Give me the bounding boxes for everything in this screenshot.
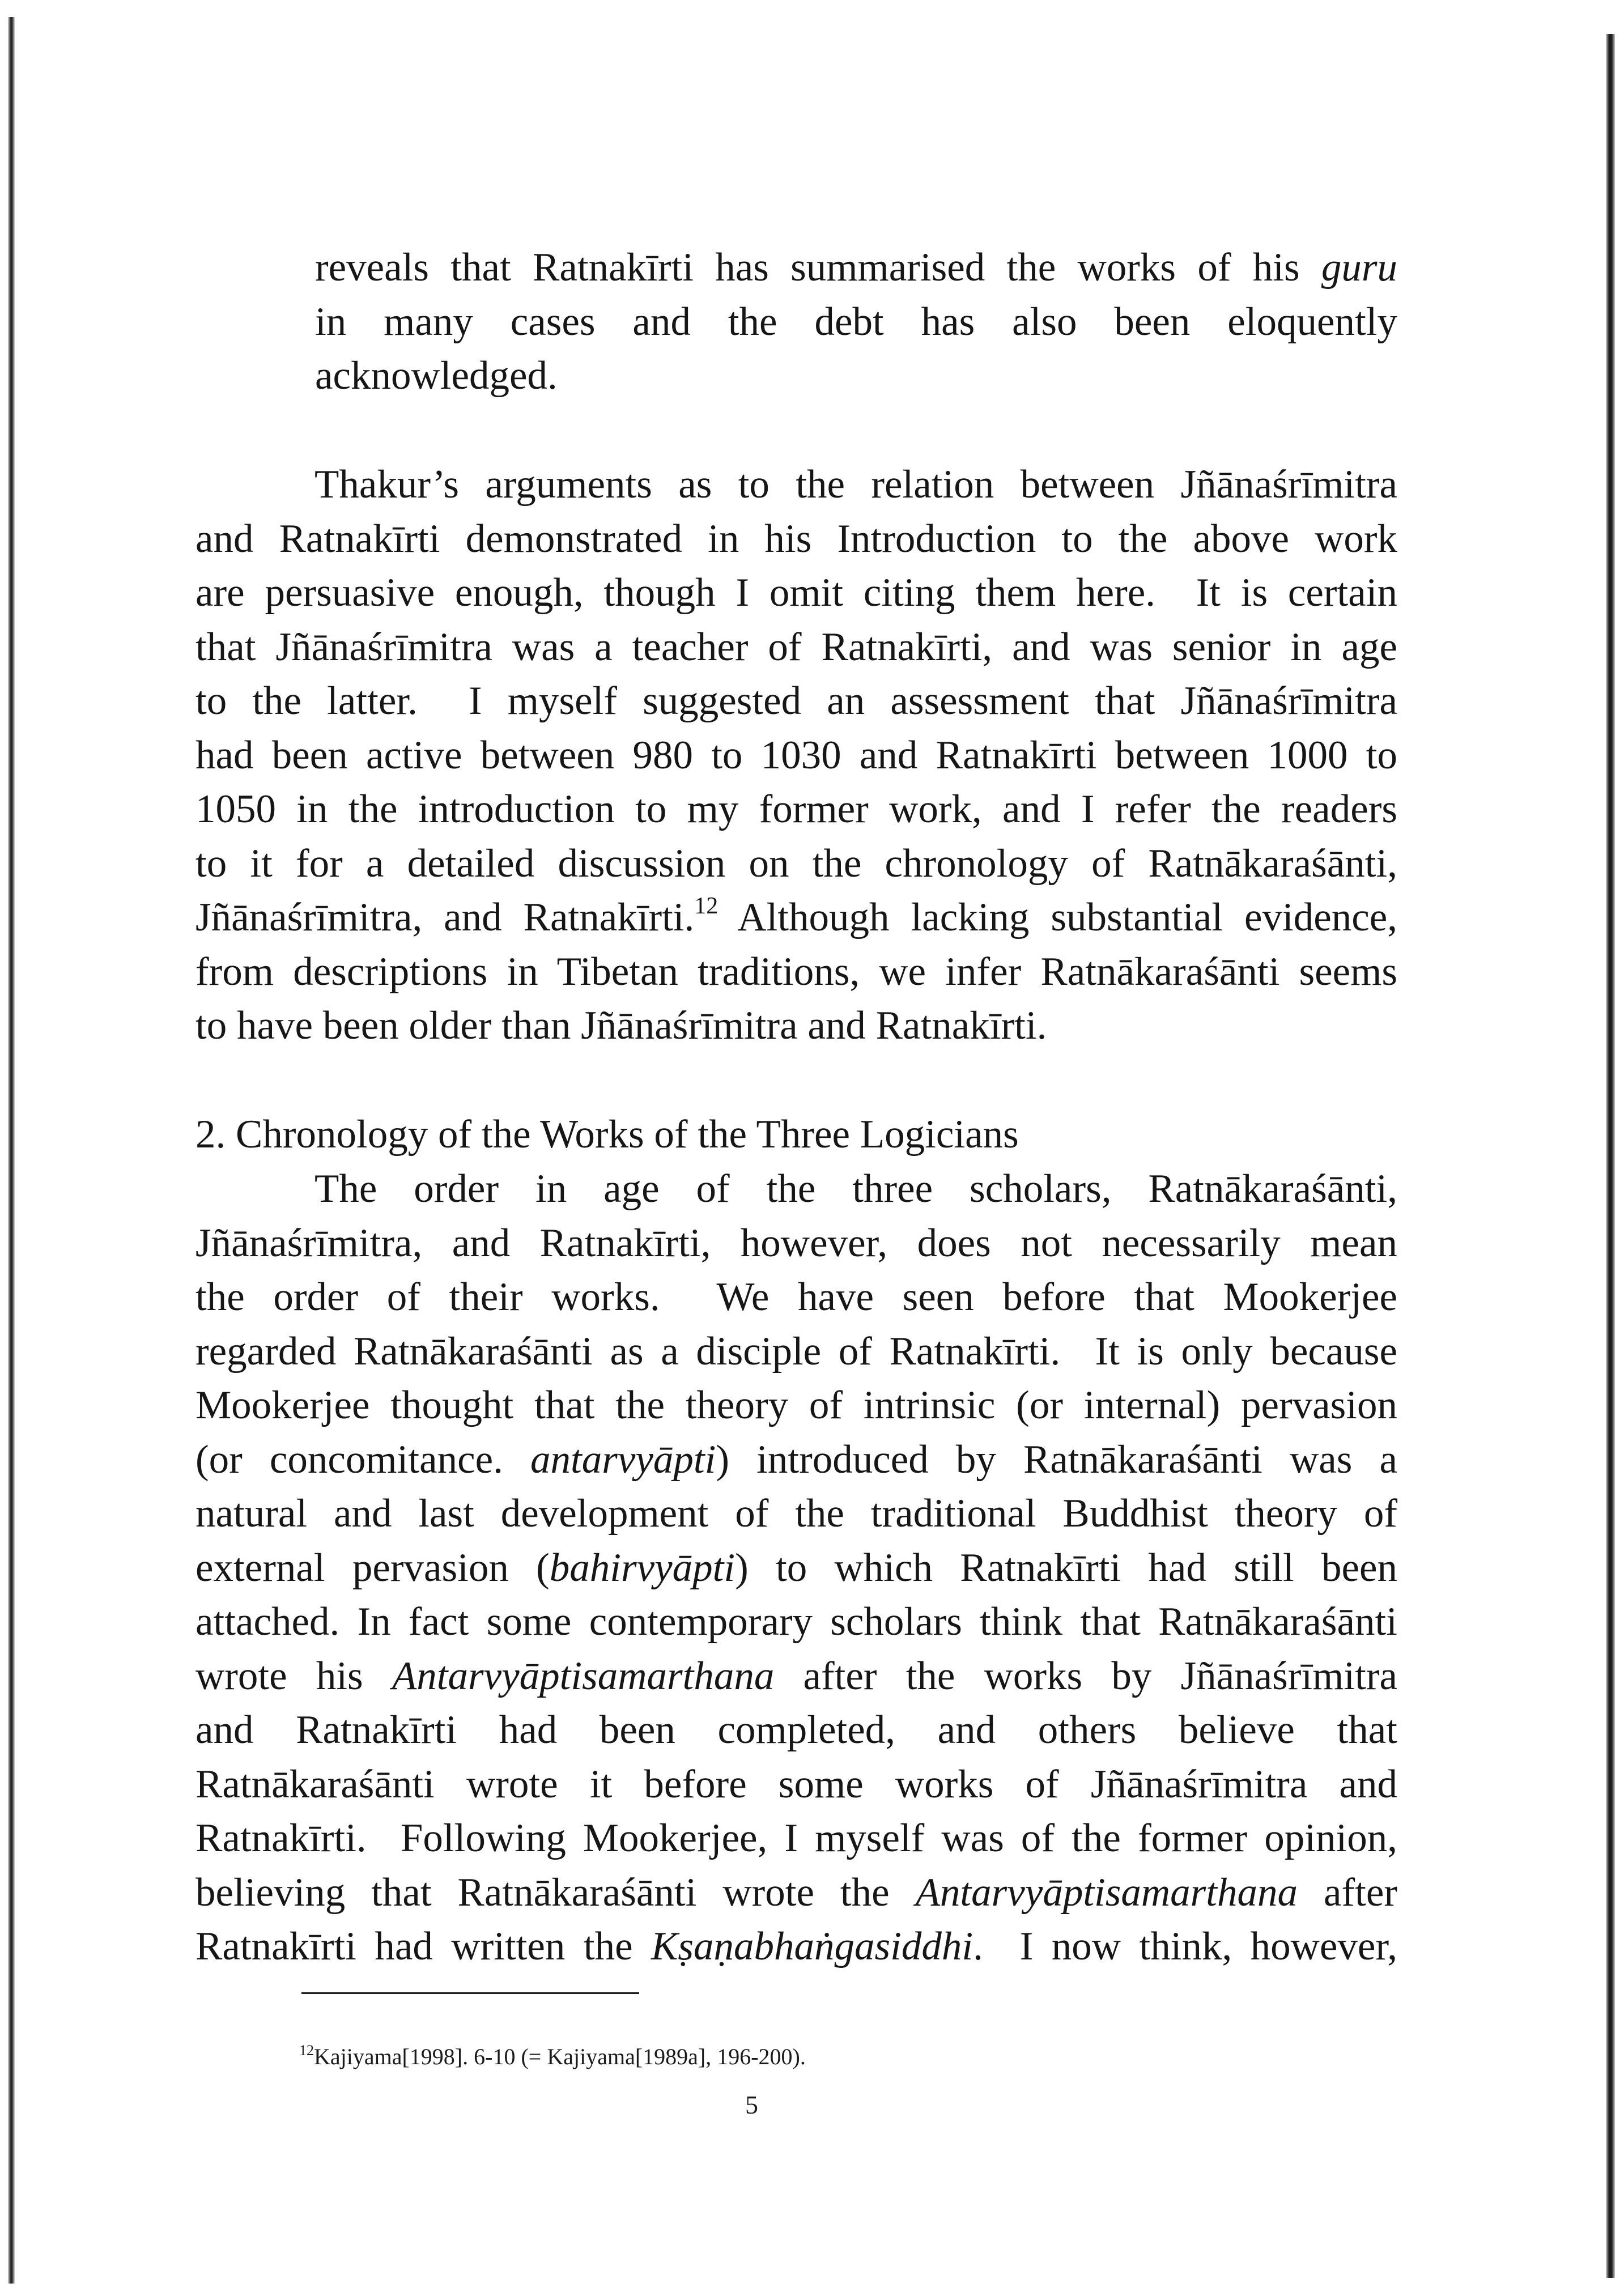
- footnote-separator: [301, 1992, 639, 1994]
- section-heading-text: 2. Chronology of the Works of the Three Logicians: [195, 1112, 1019, 1156]
- footnote-number: 12: [299, 2042, 314, 2059]
- section-heading: [195, 1108, 1397, 1162]
- footnote-text: Kajiyama[1998]. 6-10 (= Kajiyama[1989a], 196-200).: [314, 2044, 806, 2069]
- paragraph-3: [195, 1162, 1397, 1974]
- footnote-12: [299, 2042, 806, 2070]
- italic-term: bahirvyāpti: [549, 1545, 736, 1590]
- text-line: Ratnakīrti had written the Kṣaṇabhaṅgasiddhi. I now think, however,: [195, 1924, 1397, 1968]
- italic-term: guru: [1321, 245, 1397, 290]
- text-line: Jñānaśrīmitra, and Ratnakīrti.$^{12}$ Although lacking substantial evidence,: [195, 893, 1398, 939]
- text-line: The order in age of the three scholars, Ratnākaraśānti,: [314, 1167, 1397, 1211]
- text-line: Ratnākaraśānti wrote it before some works of Jñānaśrīmitra and: [195, 1762, 1397, 1806]
- text-line: acknowledged.: [315, 354, 558, 398]
- text-line: Thakur’s arguments as to the relation between Jñānaśrīmitra: [314, 462, 1397, 507]
- text-line: Jñānaśrīmitra, and Ratnakīrti, however, does not necessarily mean: [195, 1221, 1397, 1265]
- text-line: the order of their works. We have seen before that Mookerjee: [195, 1275, 1397, 1319]
- text-line: Mookerjee thought that the theory of intrinsic (or internal) pervasion: [195, 1383, 1397, 1427]
- text-line: regarded Ratnākaraśānti as a disciple of Ratnakīrti. It is only because: [195, 1329, 1397, 1374]
- text-line: to have been older than Jñānaśrīmitra and Ratnakīrti.: [195, 1004, 1047, 1048]
- text-line: Ratnakīrti. Following Mookerjee, I myself was of the former opinion,: [195, 1816, 1397, 1860]
- text-line: that Jñānaśrīmitra was a teacher of Ratnakīrti, and was senior in age: [195, 624, 1397, 669]
- italic-term: Antarvyāptisamarthana: [392, 1653, 775, 1698]
- text-line: reveals that Ratnakīrti has summarised the works of his guru: [315, 245, 1397, 290]
- italic-term: antarvyāpti: [530, 1437, 716, 1482]
- scan-edge-left: [8, 17, 15, 2284]
- text-line: believing that Ratnākaraśānti wrote the Antarvyāptisamarthana after: [195, 1870, 1397, 1915]
- footnote-reference[interactable]: 12: [694, 893, 719, 919]
- page-number: 5: [745, 2090, 758, 2119]
- text-line: external pervasion (bahirvyāpti) to which Ratnakīrti had still been: [195, 1545, 1397, 1590]
- text-line: attached. In fact some contemporary scholars think that Ratnākaraśānti: [195, 1600, 1397, 1644]
- text-line: and Ratnakīrti demonstrated in his Introduction to the above work: [195, 516, 1397, 561]
- paragraph-2: [195, 458, 1397, 1053]
- text-line: in many cases and the debt has also been eloquently: [315, 299, 1397, 344]
- text-line: and Ratnakīrti had been completed, and others believe that: [195, 1708, 1397, 1752]
- text-line: natural and last development of the traditional Buddhist theory of: [195, 1491, 1397, 1536]
- text-line: 1050 in the introduction to my former work, and I refer the readers: [195, 787, 1397, 831]
- text-line: wrote his Antarvyāptisamarthana after the works by Jñānaśrīmitra: [195, 1653, 1397, 1698]
- text-line: (or concomitance. antarvyāpti) introduced by Ratnākaraśānti was a: [195, 1437, 1397, 1482]
- text-line: are persuasive enough, though I omit citing them here. It is certain: [195, 571, 1397, 615]
- text-line: to the latter. I myself suggested an assessment that Jñānaśrīmitra: [195, 679, 1397, 723]
- text-line: had been active between 980 to 1030 and Ratnakīrti between 1000 to: [195, 733, 1397, 777]
- text-line: from descriptions in Tibetan traditions, we infer Ratnākaraśānti seems: [195, 949, 1397, 994]
- scan-edge-right: [1606, 34, 1615, 2278]
- text-line: to it for a detailed discussion on the chronology of Ratnākaraśānti,: [195, 841, 1397, 886]
- italic-term: Kṣaṇabhaṅgasiddhi: [651, 1924, 973, 1968]
- paragraph-1: [315, 241, 1397, 403]
- italic-term: Antarvyāptisamarthana: [915, 1870, 1298, 1915]
